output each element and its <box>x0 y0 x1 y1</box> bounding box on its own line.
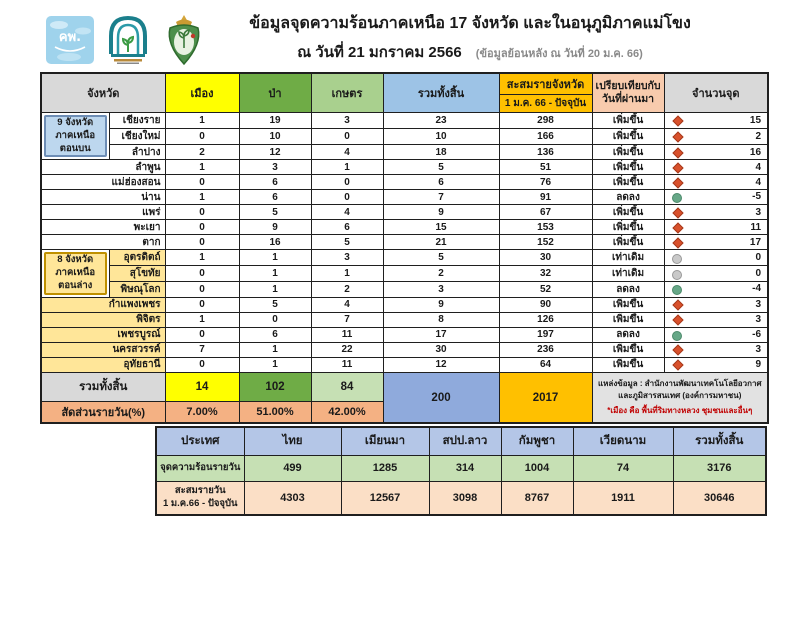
province-name: กำแพงเพชร <box>41 297 165 312</box>
trend-up-icon <box>672 115 683 126</box>
agri-count: 4 <box>311 297 383 312</box>
grand-total: 200 <box>383 372 499 423</box>
total-count: 5 <box>383 250 499 266</box>
forest-share: 51.00% <box>239 401 311 423</box>
city-count: 0 <box>165 205 239 220</box>
agri-count: 5 <box>311 235 383 250</box>
province-hotspot-table <box>40 72 769 424</box>
agri-count: 4 <box>311 205 383 220</box>
total-count: 9 <box>383 297 499 312</box>
forest-total: 102 <box>239 372 311 401</box>
points-count: 3 <box>755 206 762 218</box>
province-row <box>41 342 768 357</box>
province-group-cell <box>41 113 109 160</box>
points-cell <box>664 250 768 266</box>
trend-label: เพิ่มขึ้น <box>592 220 664 235</box>
province-group-label: 9 จังหวัด ภาคเหนือ ตอนบน <box>44 115 107 157</box>
province-row <box>41 113 768 129</box>
city-count: 0 <box>165 357 239 372</box>
trend-label: ลดลง <box>592 282 664 298</box>
trend-down-icon <box>672 285 682 295</box>
retro-data-note: (ข้อมูลย้อนหลัง ณ วันที่ 20 ม.ค. 66) <box>475 48 643 60</box>
page-title: ข้อมูลจุดความร้อนภาคเหนือ 17 จังหวัด และในอนุภูมิภาคแม่โขง <box>249 15 691 32</box>
cumulative-count: 76 <box>499 175 592 190</box>
country-value: 74 <box>573 455 673 481</box>
province-name: เพชรบูรณ์ <box>41 327 165 342</box>
province-name: น่าน <box>41 190 165 205</box>
country-row <box>156 481 766 515</box>
cumulative-count: 64 <box>499 357 592 372</box>
forest-count: 1 <box>239 250 311 266</box>
col-header-cumulative <box>499 73 592 113</box>
country-row-label: จุดความร้อนรายวัน <box>156 455 244 481</box>
points-count: -5 <box>752 191 762 203</box>
trend-label: เพิ่มขึ้น <box>592 357 664 372</box>
total-count: 12 <box>383 357 499 372</box>
agri-count: 3 <box>311 113 383 129</box>
agri-count: 1 <box>311 266 383 282</box>
country-value: 8767 <box>501 481 573 515</box>
svg-text:คพ.: คพ. <box>58 30 82 45</box>
city-count: 1 <box>165 160 239 175</box>
province-group-label: 8 จังหวัด ภาคเหนือ ตอนล่าง <box>44 252 107 294</box>
agri-count: 4 <box>311 144 383 160</box>
city-count: 1 <box>165 312 239 327</box>
province-name: ตาก <box>41 235 165 250</box>
total-count: 5 <box>383 160 499 175</box>
province-table-body <box>41 113 768 373</box>
compare-header-line2: วันที่ผ่านมา <box>601 93 655 105</box>
province-name: ลำพูน <box>41 160 165 175</box>
forest-count: 0 <box>239 312 311 327</box>
city-count: 0 <box>165 266 239 282</box>
agri-count: 2 <box>311 282 383 298</box>
province-row <box>41 144 768 160</box>
forest-count: 10 <box>239 128 311 144</box>
cumulative-count: 166 <box>499 128 592 144</box>
col-header-city: เมือง <box>165 73 239 113</box>
province-row <box>41 282 768 298</box>
cumulative-count: 51 <box>499 160 592 175</box>
trend-label: เพิ่มขึ้น <box>592 144 664 160</box>
city-count: 0 <box>165 235 239 250</box>
country-col-header: เมียนมา <box>341 427 429 455</box>
points-cell <box>664 220 768 235</box>
forest-count: 12 <box>239 144 311 160</box>
country-value: 3098 <box>429 481 501 515</box>
total-count: 8 <box>383 312 499 327</box>
total-count: 30 <box>383 342 499 357</box>
country-value: 499 <box>244 455 341 481</box>
province-name: พิษณุโลก <box>109 282 165 298</box>
trend-label: เพิ่มขึ้น <box>592 160 664 175</box>
mekong-country-table <box>155 426 767 516</box>
pollution-control-arch-logo-icon <box>105 14 151 66</box>
forest-count: 6 <box>239 190 311 205</box>
province-row <box>41 312 768 327</box>
city-count: 0 <box>165 327 239 342</box>
cumulative-count: 236 <box>499 342 592 357</box>
trend-label: เท่าเดิม <box>592 266 664 282</box>
points-cell <box>664 266 768 282</box>
trend-label: เพิ่มขึ้น <box>592 297 664 312</box>
source-note-box <box>592 372 768 423</box>
country-col-header: เวียดนาม <box>573 427 673 455</box>
forest-count: 1 <box>239 342 311 357</box>
points-count: 11 <box>750 221 762 233</box>
cumulative-count: 152 <box>499 235 592 250</box>
cumulative-count: 67 <box>499 205 592 220</box>
share-row-label: สัดส่วนรายวัน(%) <box>41 401 165 423</box>
country-value: 314 <box>429 455 501 481</box>
agri-count: 0 <box>311 128 383 144</box>
cumulative-count: 91 <box>499 190 592 205</box>
country-value: 1911 <box>573 481 673 515</box>
points-cell <box>664 128 768 144</box>
forest-count: 19 <box>239 113 311 129</box>
col-header-agriculture: เกษตร <box>311 73 383 113</box>
city-count: 0 <box>165 282 239 298</box>
province-name: เชียงใหม่ <box>109 128 165 144</box>
city-count: 0 <box>165 128 239 144</box>
city-count: 1 <box>165 190 239 205</box>
points-cell <box>664 235 768 250</box>
cumulative-count: 126 <box>499 312 592 327</box>
points-count: 0 <box>755 251 762 263</box>
col-header-points: จำนวนจุด <box>664 73 768 113</box>
total-count: 2 <box>383 266 499 282</box>
total-count: 23 <box>383 113 499 129</box>
city-count: 7 <box>165 342 239 357</box>
forest-count: 1 <box>239 357 311 372</box>
country-col-header: รวมทั้งสิ้น <box>673 427 766 455</box>
country-row <box>156 455 766 481</box>
province-row <box>41 205 768 220</box>
points-cell <box>664 160 768 175</box>
data-source-note: แหล่งข้อมูล : สำนักงานพัฒนาเทคโนโลยีอวกาศและภูมิสารสนเทศ (องค์การมหาชน) <box>597 379 762 401</box>
cumulative-header-line2: 1 ม.ค. 66 - ปัจจุบัน <box>500 94 592 112</box>
province-row <box>41 297 768 312</box>
points-count: 16 <box>749 146 762 158</box>
points-cell <box>664 342 768 357</box>
agri-count: 11 <box>311 327 383 342</box>
agri-count: 6 <box>311 220 383 235</box>
forest-count: 16 <box>239 235 311 250</box>
forest-count: 1 <box>239 282 311 298</box>
agri-count: 11 <box>311 357 383 372</box>
trend-up-icon <box>672 360 683 371</box>
province-row <box>41 357 768 372</box>
city-count: 1 <box>165 250 239 266</box>
agri-count: 0 <box>311 175 383 190</box>
col-header-forest: ป่า <box>239 73 311 113</box>
country-row-label: สะสมรายวัน 1 ม.ค.66 - ปัจจุบัน <box>156 481 244 515</box>
city-count: 2 <box>165 144 239 160</box>
points-count: -6 <box>752 328 762 340</box>
points-cell <box>664 327 768 342</box>
agri-count: 1 <box>311 160 383 175</box>
title-block <box>170 12 770 64</box>
cumulative-count: 30 <box>499 250 592 266</box>
points-count: 0 <box>755 267 762 279</box>
trend-up-icon <box>672 162 683 173</box>
province-row <box>41 235 768 250</box>
forest-count: 6 <box>239 327 311 342</box>
cumulative-count: 32 <box>499 266 592 282</box>
points-count: 2 <box>755 130 762 142</box>
trend-up-icon <box>672 207 683 218</box>
trend-up-icon <box>672 177 683 188</box>
agri-count: 7 <box>311 312 383 327</box>
points-cell <box>664 312 768 327</box>
total-count: 6 <box>383 175 499 190</box>
trend-label: ลดลง <box>592 327 664 342</box>
points-count: 3 <box>755 299 762 311</box>
points-count: 15 <box>749 114 762 126</box>
city-definition-note: *เมือง คือ พื้นที่ริมทางหลวง ชุมชนและอื่นๆ <box>607 406 753 416</box>
trend-up-icon <box>672 222 683 233</box>
forest-count: 6 <box>239 175 311 190</box>
cumulative-count: 153 <box>499 220 592 235</box>
trend-down-icon <box>672 331 682 341</box>
country-col-header: กัมพูชา <box>501 427 573 455</box>
points-count: 4 <box>755 176 762 188</box>
report-header <box>0 12 800 68</box>
points-cell <box>664 144 768 160</box>
country-value: 30646 <box>673 481 766 515</box>
date-row <box>170 40 770 64</box>
country-value: 12567 <box>341 481 429 515</box>
cumulative-total: 2017 <box>499 372 592 423</box>
points-count: 9 <box>755 359 762 371</box>
points-cell <box>664 190 768 205</box>
trend-label: เพิ่มขึ้น <box>592 235 664 250</box>
province-name: ลำปาง <box>109 144 165 160</box>
agri-share: 42.00% <box>311 401 383 423</box>
city-share: 7.00% <box>165 401 239 423</box>
province-row <box>41 266 768 282</box>
report-date: ณ วันที่ 21 มกราคม 2566 <box>297 44 462 61</box>
trend-label: เพิ่มขึ้น <box>592 312 664 327</box>
points-cell <box>664 113 768 129</box>
trend-up-icon <box>672 345 683 356</box>
total-count: 18 <box>383 144 499 160</box>
forest-count: 1 <box>239 266 311 282</box>
country-col-header: ไทย <box>244 427 341 455</box>
province-row <box>41 160 768 175</box>
province-row <box>41 327 768 342</box>
cumulative-count: 136 <box>499 144 592 160</box>
province-row <box>41 220 768 235</box>
country-value: 3176 <box>673 455 766 481</box>
province-name: แม่ฮ่องสอน <box>41 175 165 190</box>
points-count: 3 <box>755 314 762 326</box>
col-header-province: จังหวัด <box>41 73 165 113</box>
province-name: อุทัยธานี <box>41 357 165 372</box>
total-row-label: รวมทั้งสิ้น <box>41 372 165 401</box>
city-count: 1 <box>165 113 239 129</box>
province-row <box>41 190 768 205</box>
country-col-header: สปป.ลาว <box>429 427 501 455</box>
province-name: เชียงราย <box>109 113 165 129</box>
agri-count: 22 <box>311 342 383 357</box>
country-col-header: ประเทศ <box>156 427 244 455</box>
trend-up-icon <box>672 315 683 326</box>
province-row <box>41 128 768 144</box>
points-count: 4 <box>755 161 762 173</box>
trend-up-icon <box>672 131 683 142</box>
trend-label: เพิ่มขึ้น <box>592 128 664 144</box>
trend-up-icon <box>672 300 683 311</box>
points-cell <box>664 205 768 220</box>
trend-down-icon <box>672 193 682 203</box>
agri-count: 3 <box>311 250 383 266</box>
trend-label: เพิ่มขึ้น <box>592 175 664 190</box>
province-name: พะเยา <box>41 220 165 235</box>
total-count: 9 <box>383 205 499 220</box>
total-count: 21 <box>383 235 499 250</box>
city-count: 0 <box>165 220 239 235</box>
points-cell <box>664 175 768 190</box>
province-table-summary <box>41 372 768 423</box>
points-cell <box>664 282 768 298</box>
cumulative-count: 52 <box>499 282 592 298</box>
total-count: 15 <box>383 220 499 235</box>
province-group-cell <box>41 250 109 297</box>
trend-label: ลดลง <box>592 190 664 205</box>
country-value: 1004 <box>501 455 573 481</box>
province-name: นครสวรรค์ <box>41 342 165 357</box>
trend-up-icon <box>672 237 683 248</box>
total-count: 10 <box>383 128 499 144</box>
agri-total: 84 <box>311 372 383 401</box>
trend-label: เท่าเดิม <box>592 250 664 266</box>
cumulative-header-line1: สะสมรายจังหวัด <box>506 79 585 91</box>
cumulative-count: 298 <box>499 113 592 129</box>
compare-header-line1: เปรียบเทียบกับ <box>595 79 661 92</box>
total-count: 7 <box>383 190 499 205</box>
city-count: 0 <box>165 297 239 312</box>
trend-up-icon <box>672 147 683 158</box>
col-header-compare <box>592 73 664 113</box>
points-count: 17 <box>749 236 762 248</box>
trend-label: เพิ่มขึ้น <box>592 113 664 129</box>
province-row <box>41 250 768 266</box>
points-cell <box>664 297 768 312</box>
country-value: 1285 <box>341 455 429 481</box>
forest-count: 5 <box>239 205 311 220</box>
trend-same-icon <box>672 270 682 280</box>
city-total: 14 <box>165 372 239 401</box>
cumulative-count: 197 <box>499 327 592 342</box>
province-name: อุตรดิตถ์ <box>109 250 165 266</box>
points-count: 3 <box>755 344 762 356</box>
cumulative-count: 90 <box>499 297 592 312</box>
country-value: 4303 <box>244 481 341 515</box>
total-count: 17 <box>383 327 499 342</box>
province-name: พิจิตร <box>41 312 165 327</box>
province-name: แพร่ <box>41 205 165 220</box>
forest-count: 3 <box>239 160 311 175</box>
province-name: สุโขทัย <box>109 266 165 282</box>
col-header-total: รวมทั้งสิ้น <box>383 73 499 113</box>
province-row <box>41 175 768 190</box>
points-count: -4 <box>752 283 762 295</box>
country-table-body <box>156 455 766 515</box>
country-table-header <box>156 427 766 455</box>
pcd-sky-logo-icon <box>45 15 95 65</box>
forest-count: 9 <box>239 220 311 235</box>
forest-count: 5 <box>239 297 311 312</box>
trend-label: เพิ่มขึ้น <box>592 205 664 220</box>
total-row <box>41 372 768 401</box>
city-count: 0 <box>165 175 239 190</box>
trend-same-icon <box>672 254 682 264</box>
province-table-header <box>41 73 768 113</box>
trend-label: เพิ่มขึ้น <box>592 342 664 357</box>
agri-count: 0 <box>311 190 383 205</box>
total-count: 3 <box>383 282 499 298</box>
points-cell <box>664 357 768 372</box>
